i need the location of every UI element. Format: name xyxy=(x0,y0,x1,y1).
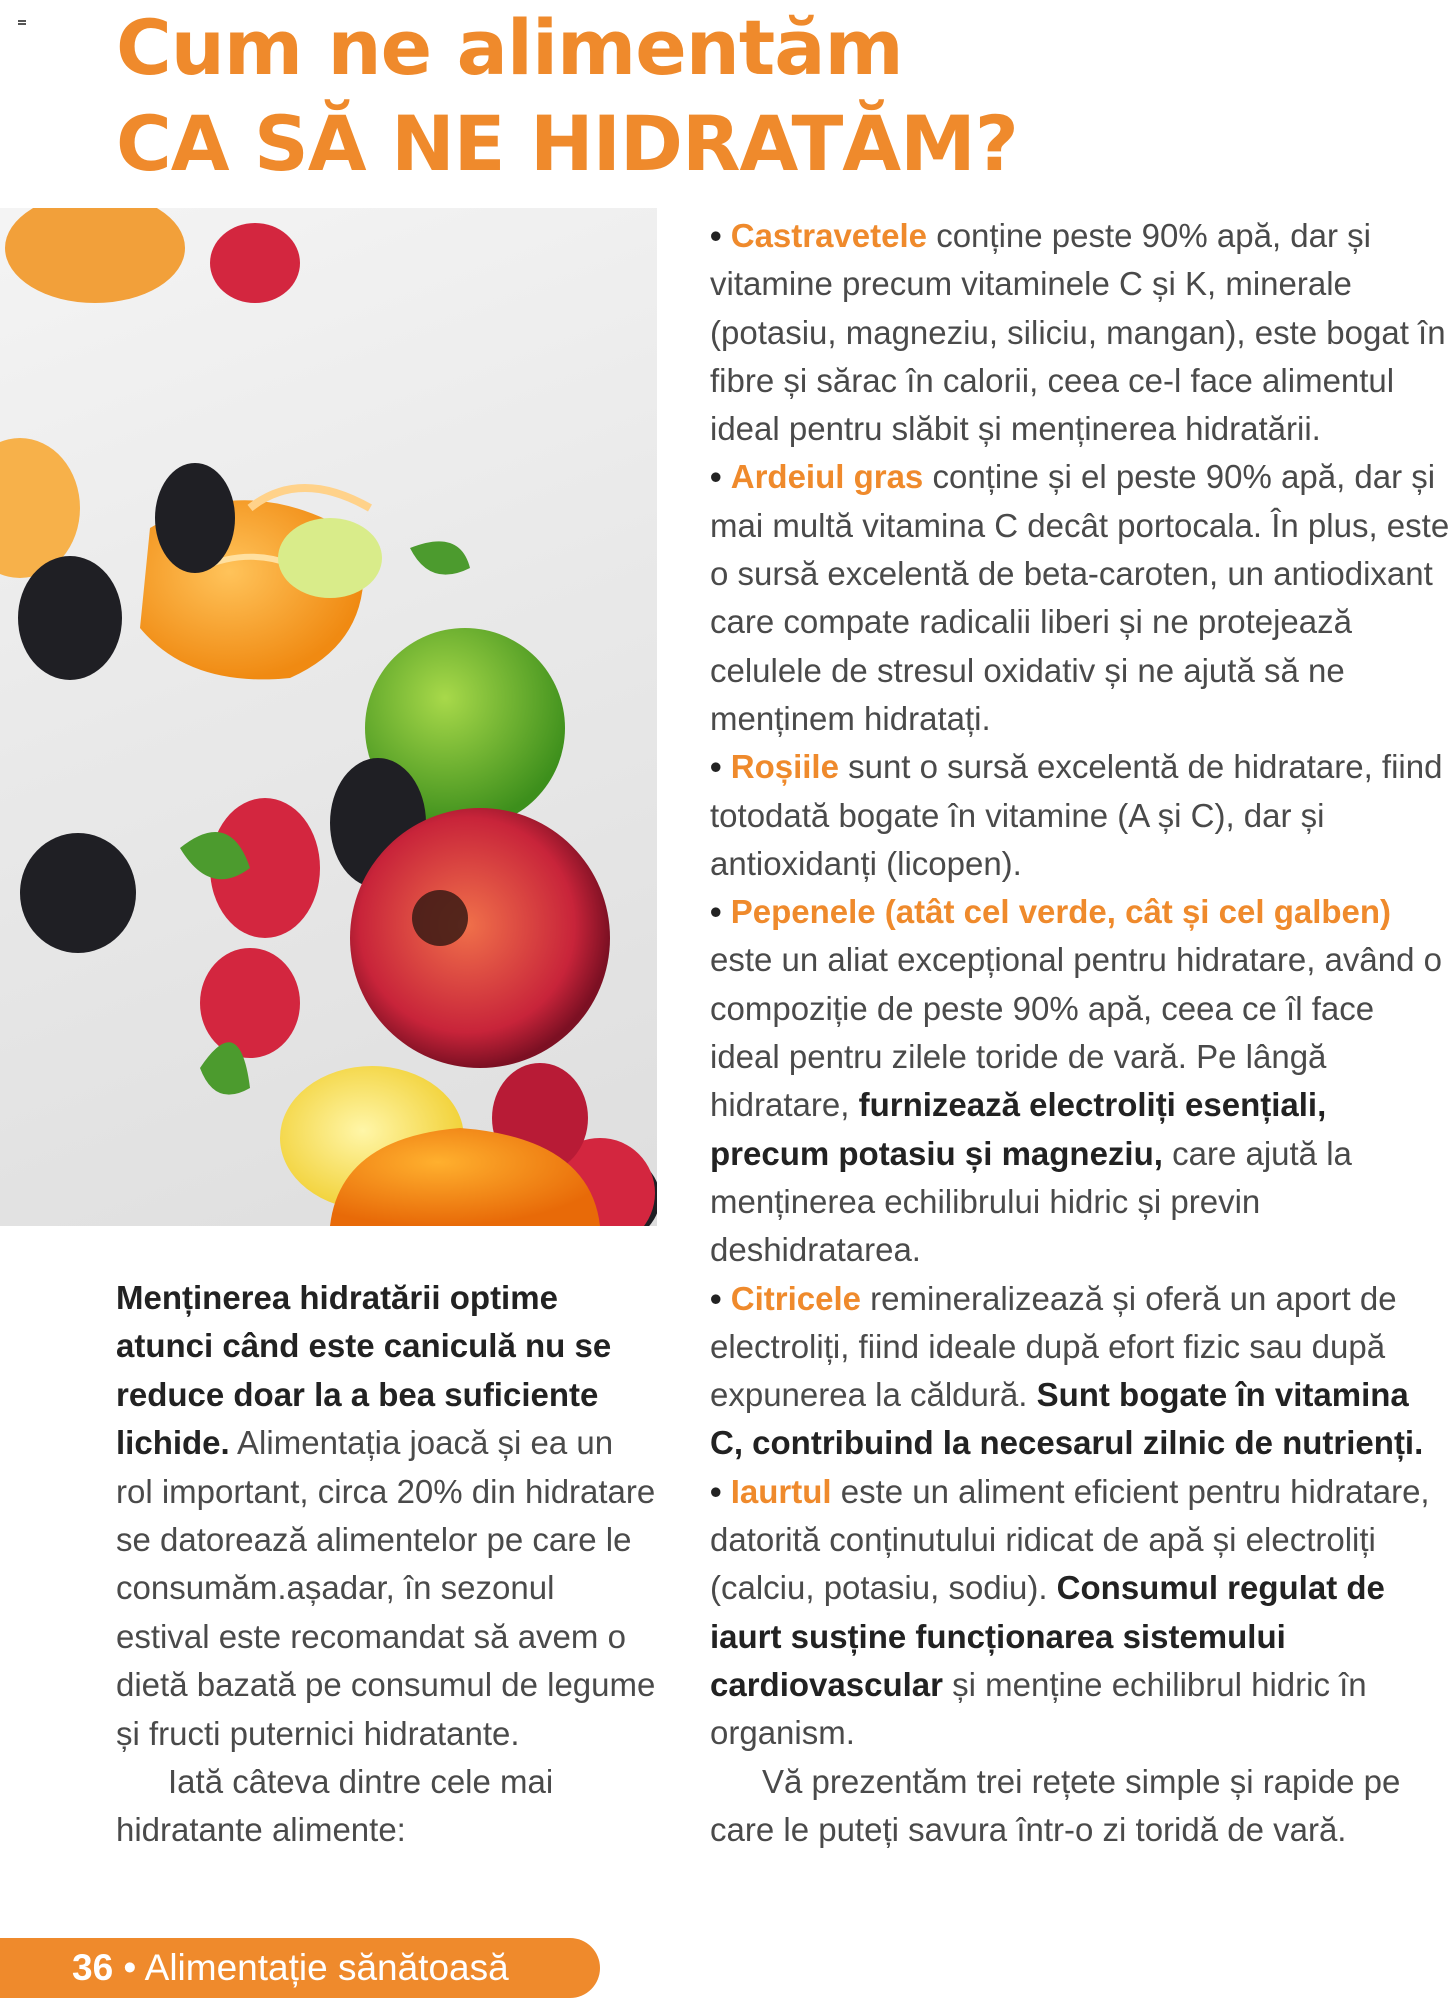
item-text: sunt o sursă excelentă de hidratare, fiind totodată bogate în vitamine (A și C), dar și antioxidanți (licopen). xyxy=(710,748,1443,882)
list-item-pepene xyxy=(710,888,1449,1274)
item-bold: furnizează electroliți esențiali, precum potasiu și magneziu, xyxy=(710,1086,1327,1172)
lime xyxy=(278,518,565,828)
item-bold: Sunt bogate în vitamina C, contribuind la necesarul zilnic de nutrienți. xyxy=(710,1376,1424,1462)
food-list xyxy=(710,212,1449,1854)
bullet: • xyxy=(710,748,722,786)
item-name: Iaurtul xyxy=(730,1472,832,1510)
section-name: Alimentație sănătoasă xyxy=(144,1947,509,1988)
list-item-citrice xyxy=(710,1275,1449,1468)
bullet: • xyxy=(710,217,722,254)
fruit-photo xyxy=(0,208,657,1226)
item-name: Ardeiul gras xyxy=(730,458,924,496)
bullet: • xyxy=(710,458,722,496)
title-line-2: CA SĂ NE HIDRATĂM? xyxy=(116,99,1018,188)
intro-body: Alimentația joacă și ea un rol important, circa 20% din hidratare se datorează alimentelor pe care le consumăm.așadar, în sezonul estival este recomandat să avem o dietă bazată pe consumul de legume și fructi puternici hidratante. xyxy=(116,1424,656,1752)
intro-lead: Menținerea hidratării optime atunci când este caniculă nu se reduce doar la a bea suficiente lichide. xyxy=(116,1279,612,1462)
fruit-illustration xyxy=(0,208,657,1226)
bullet: • xyxy=(710,1472,722,1510)
item-text: este un aliat excepțional pentru hidratare, având o compoziție de peste 90% apă, ceea ce îl face ideal pentru zilele toride de vară. Pe lângă hidratare, xyxy=(710,941,1442,1124)
item-name: Castravetele xyxy=(730,217,928,254)
page-title xyxy=(116,0,1018,192)
item-bold: Consumul regulat de iaurt susține funcționarea sistemului cardiovascular xyxy=(710,1569,1385,1703)
item-name: Pepenele (atât cel verde, cât și cel galben) xyxy=(730,893,1392,931)
list-item-ardei xyxy=(710,453,1449,743)
item-text-2: și menține echilibrul hidric în organism. xyxy=(710,1665,1367,1752)
intro-paragraph xyxy=(116,1274,656,1758)
intro-text xyxy=(116,1274,656,1855)
item-name: Roșiile xyxy=(730,748,839,786)
grapefruit xyxy=(350,808,610,1068)
item-text: conține și el peste 90% apă, dar și mai multă vitamina C decât portocala. În plus, este o sursă excelentă de beta-caroten, un antiodixant care compate radicalii liberi și ne protejează celulele de stresul oxidativ și ne ajută să ne menținem hidratați. xyxy=(710,458,1449,737)
item-name: Citricele xyxy=(730,1279,861,1317)
footer-separator: • xyxy=(113,1947,145,1988)
title-line-1: Cum ne alimentăm xyxy=(116,3,903,92)
list-item-rosii xyxy=(710,743,1449,888)
page-footer xyxy=(0,1938,600,1998)
item-text-2: care ajută la menținerea echilibrului hidric și previn deshidratarea. xyxy=(710,1134,1352,1269)
bullet: • xyxy=(710,893,722,931)
intro-list-lead: Iată câteva dintre cele mai hidratante alimente: xyxy=(116,1763,554,1849)
corner-mark xyxy=(18,20,26,26)
page-number: 36 xyxy=(72,1947,114,1988)
list-item-castravetele xyxy=(710,212,1449,453)
closing-paragraph: Vă prezentăm trei rețete simple și rapide pe care le puteți savura într-o zi toridă de vară. xyxy=(710,1762,1401,1848)
item-text: conține peste 90% apă, dar și vitamine precum vitaminele C și K, minerale (potasiu, magneziu, siliciu, mangan), este bogat în fibre și sărac în calorii, ceea ce-l face alimentul ideal pentru slăbit și menținerea hidratării. xyxy=(710,217,1446,448)
item-text: este un aliment eficient pentru hidratare, datorită conținutului ridicat de apă și electroliți (calciu, potasiu, sodiu). xyxy=(710,1472,1430,1607)
list-item-iaurt xyxy=(710,1468,1449,1758)
bullet: • xyxy=(710,1279,722,1317)
item-text: remineralizează și oferă un aport de electroliți, fiind ideale după efort fizic sau după expunerea la căldură. xyxy=(710,1279,1397,1414)
